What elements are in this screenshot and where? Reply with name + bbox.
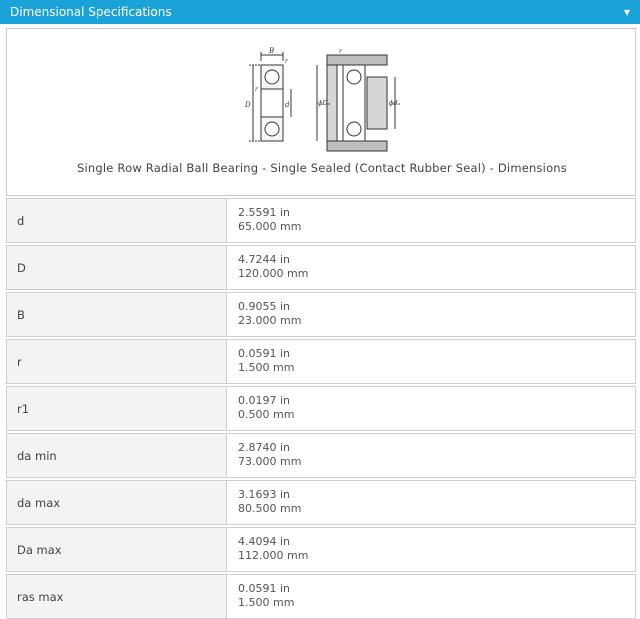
value-inch: 0.0197 in [238, 394, 291, 407]
bearing-dimension-diagram [239, 47, 409, 157]
row-value [238, 394, 294, 422]
value-mm: 1.500 mm [238, 596, 295, 609]
value-inch: 0.0591 in [238, 582, 291, 595]
row-label: da max [7, 481, 227, 524]
table-row [6, 433, 636, 478]
row-label: r1 [7, 387, 227, 430]
row-value [238, 441, 301, 469]
row-label: d [7, 199, 227, 242]
table-row [6, 198, 636, 243]
value-inch: 2.8740 in [238, 441, 291, 454]
row-value [238, 582, 294, 610]
table-row [6, 292, 636, 337]
bearing-diagram-box [6, 28, 636, 196]
value-mm: 80.500 mm [238, 502, 302, 515]
diagram-caption: Single Row Radial Ball Bearing - Single Sealed (Contact Rubber Seal) - Dimensions [77, 161, 567, 175]
row-label: B [7, 293, 227, 336]
value-inch: 4.4094 in [238, 535, 291, 548]
table-row [6, 339, 636, 384]
panel-title: Dimensional Specifications [10, 5, 172, 19]
label-d-inner: d [285, 101, 290, 109]
row-label: Da max [7, 528, 227, 571]
value-inch: 0.0591 in [238, 347, 291, 360]
table-row [6, 386, 636, 431]
row-value [238, 253, 308, 281]
value-inch: 0.9055 in [238, 300, 291, 313]
table-row [6, 574, 636, 619]
table-row [6, 527, 636, 572]
row-value [238, 347, 294, 375]
row-label: D [7, 246, 227, 289]
value-mm: 1.500 mm [238, 361, 295, 374]
label-r: r [255, 86, 258, 93]
value-mm: 65.000 mm [238, 220, 302, 233]
label-da-outer: ϕDₐ [318, 99, 331, 107]
row-value [238, 488, 301, 516]
label-d-outer: D [245, 101, 251, 109]
label-da-inner: ϕdₐ [389, 99, 401, 107]
label-b: B [269, 47, 275, 55]
collapse-arrow-icon[interactable]: ▾ [623, 5, 630, 19]
table-row [6, 480, 636, 525]
row-value [238, 206, 301, 234]
value-mm: 23.000 mm [238, 314, 302, 327]
panel-header[interactable] [0, 0, 640, 24]
row-label: da min [7, 434, 227, 477]
value-mm: 120.000 mm [238, 267, 309, 280]
row-label: r [7, 340, 227, 383]
value-inch: 2.5591 in [238, 206, 291, 219]
label-r-top: r [285, 58, 288, 65]
row-value [238, 535, 308, 563]
value-inch: 3.1693 in [238, 488, 291, 501]
row-label: ras max [7, 575, 227, 618]
table-row [6, 245, 636, 290]
value-mm: 0.500 mm [238, 408, 295, 421]
value-mm: 112.000 mm [238, 549, 309, 562]
label-r1: r [339, 48, 342, 55]
value-inch: 4.7244 in [238, 253, 291, 266]
value-mm: 73.000 mm [238, 455, 302, 468]
row-value [238, 300, 301, 328]
